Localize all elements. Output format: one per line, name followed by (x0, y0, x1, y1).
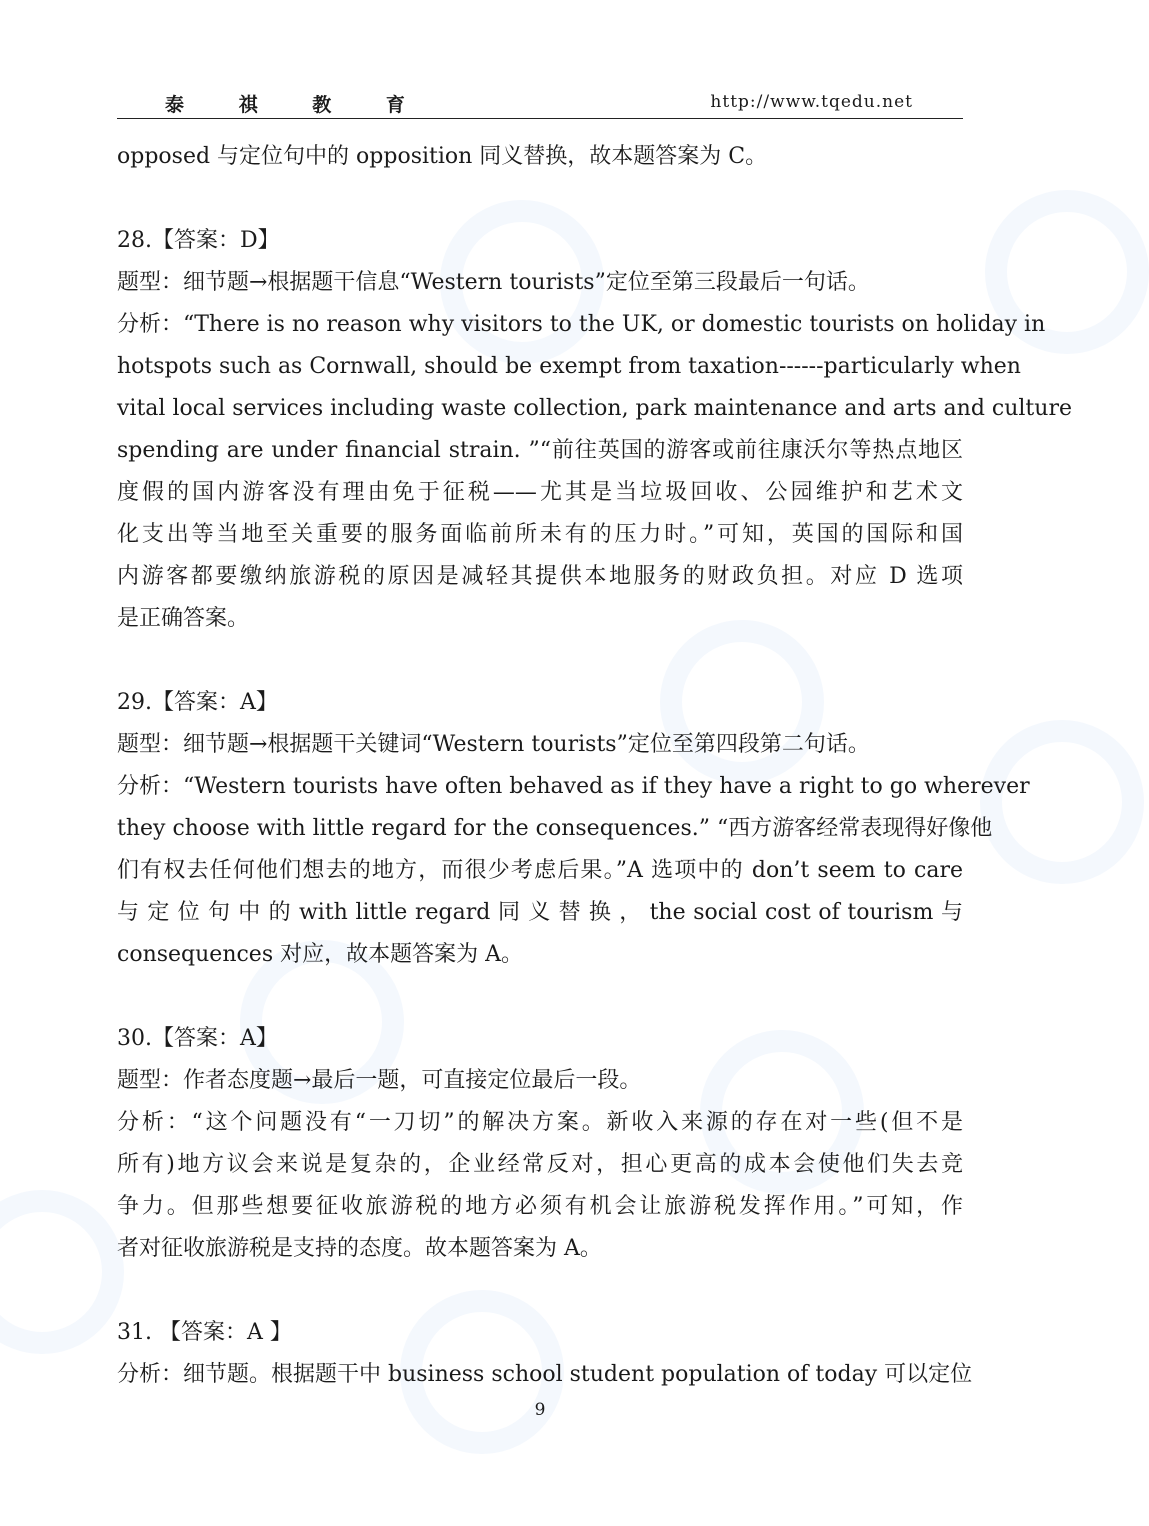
question-28-analysis: hotspots such as Cornwall, should be exempt from taxation------particularly when (117, 354, 1021, 379)
page-content (117, 136, 1072, 1396)
question-29-analysis: they choose with little regard for the consequences.” “西方游客经常表现得好像他 (117, 816, 993, 841)
watermark-logo (0, 1190, 124, 1354)
question-28-analysis: 度假的国内游客没有理由免于征税——尤其是当垃圾回收、公园维护和艺术文 (117, 480, 963, 505)
question-29-analysis: 分析：“Western tourists have often behaved as if they have a right to go wherever (117, 774, 1030, 799)
question-29-analysis: 与 定 位 句 中 的 with little regard 同 义 替 换 ， the social cost of tourism 与 (117, 900, 963, 925)
question-28-analysis: 是正确答案。 (117, 606, 250, 631)
question-31-title: 31. 【答案：A 】 (117, 1320, 292, 1345)
question-28-type: 题型：细节题→根据题干信息“Western tourists”定位至第三段最后一句话。 (117, 270, 870, 295)
question-28-analysis: 内游客都要缴纳旅游税的原因是减轻其提供本地服务的财政负担。对应 D 选项 (117, 564, 963, 589)
question-28-analysis: vital local services including waste collection, park maintenance and arts and culture (117, 396, 1072, 421)
question-30-title: 30.【答案：A】 (117, 1026, 278, 1051)
question-31-analysis: 分析：细节题。根据题干中 business school student population of today 可以定位 (117, 1362, 973, 1387)
question-30-analysis: 者对征收旅游税是支持的态度。故本题答案为 A。 (117, 1236, 602, 1261)
question-28-analysis: spending are under financial strain. ”“前往英国的游客或前往康沃尔等热点地区 (117, 438, 963, 463)
question-28-title: 28.【答案：D】 (117, 228, 280, 253)
text-line: opposed 与定位句中的 opposition 同义替换，故本题答案为 C。 (117, 144, 768, 169)
question-30-analysis: 所有)地方议会来说是复杂的，企业经常反对，担心更高的成本会使他们失去竞 (117, 1152, 963, 1177)
question-29-analysis: 们有权去任何他们想去的地方，而很少考虑后果。”A 选项中的 don’t seem to care (117, 858, 963, 883)
question-30-analysis: 分析：“这个问题没有“一刀切”的解决方案。新收入来源的存在对一些(但不是 (117, 1110, 963, 1135)
question-29-title: 29.【答案：A】 (117, 690, 278, 715)
question-28-analysis: 分析：“There is no reason why visitors to the UK, or domestic tourists on holiday in (117, 312, 1046, 337)
question-29-analysis: consequences 对应，故本题答案为 A。 (117, 942, 523, 967)
question-30-type: 题型：作者态度题→最后一题，可直接定位最后一段。 (117, 1068, 642, 1093)
watermark-logo (980, 720, 1144, 884)
header-brand: 泰 祺 教 育 (165, 94, 429, 116)
page-number: 9 (534, 1400, 546, 1420)
page-header (117, 88, 963, 119)
question-29-type: 题型：细节题→根据题干关键词“Western tourists”定位至第四段第二句话。 (117, 732, 870, 757)
question-28-analysis: 化支出等当地至关重要的服务面临前所未有的压力时。”可知，英国的国际和国 (117, 522, 963, 547)
header-url: http://www.tqedu.net (710, 92, 913, 112)
question-30-analysis: 争力。但那些想要征收旅游税的地方必须有机会让旅游税发挥作用。”可知，作 (117, 1194, 963, 1219)
